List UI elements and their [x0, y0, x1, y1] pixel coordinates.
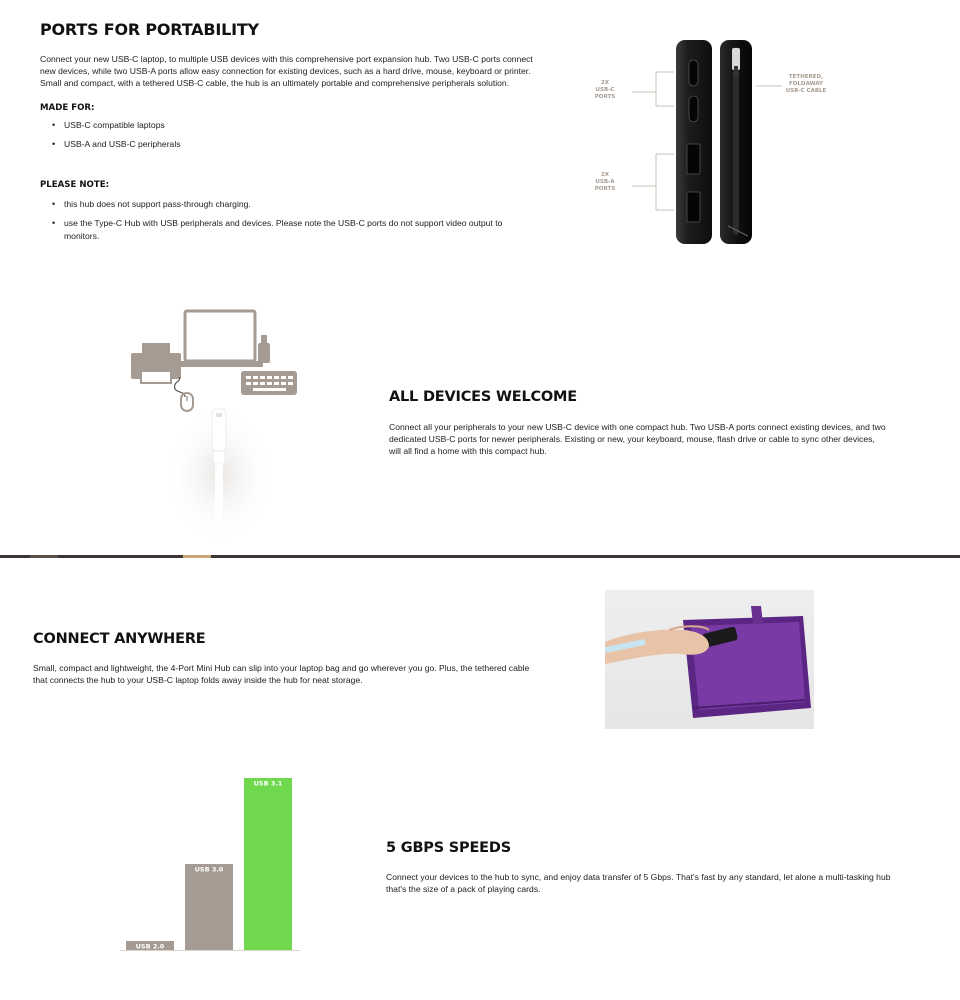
flash-drive-icon — [258, 335, 270, 363]
usb-speed-chart — [118, 772, 308, 957]
chart-bar — [244, 778, 292, 950]
devices-illustration — [125, 305, 305, 540]
section-ports-body: Connect your new USB-C laptop, to multiple USB devices with this comprehensive port expansion hub. Two USB-C ports connect new devices, while two USB-A ports allow easy connection for existing devices, such as a hard drive, mouse, keyboard or printer. Small and compact, with a tethered USB-C cable, the hub is an ultimately portable and comprehensive peripherals solution. — [40, 54, 533, 88]
section-speed-body: Connect your devices to the hub to sync, and enjoy data transfer of 5 Gbps. That's fast by any standard, let alone a multi-tasking hub that's the size of a pack of playing cards. — [386, 872, 891, 894]
made-for-list — [52, 119, 522, 157]
list-item: • this hub does not support pass-through charging. — [52, 198, 522, 211]
usb-c-port — [689, 96, 698, 122]
callout-usb-a-ports: 2X USB-A PORTS — [594, 172, 616, 192]
chart-bar-label: USB 3.0 — [194, 865, 224, 874]
mouse-icon — [175, 377, 193, 411]
usb-a-port — [687, 192, 700, 222]
section-connect-title: CONNECT ANYWHERE — [33, 631, 206, 647]
hub-illustration — [588, 36, 838, 248]
laptop-bag-photo — [605, 590, 814, 729]
section-speed-title: 5 GBPS SPEEDS — [386, 840, 511, 856]
usb-a-port — [687, 144, 700, 174]
divider-accent — [183, 555, 211, 558]
callout-tethered-cable: TETHERED, FOLDAWAY USB-C CABLE — [785, 74, 827, 94]
laptop-sleeve-image — [683, 606, 811, 718]
section-divider — [0, 555, 960, 558]
usb-c-port — [689, 60, 698, 86]
laptop-icon — [177, 311, 263, 367]
keyboard-icon — [241, 371, 297, 395]
section-devices-title: ALL DEVICES WELCOME — [389, 389, 577, 405]
list-item: • USB-A and USB-C peripherals — [52, 138, 522, 151]
divider-accent — [30, 555, 58, 558]
chart-bar-label: USB 2.0 — [135, 942, 165, 951]
printer-icon — [131, 343, 181, 383]
made-for-heading: MADE FOR: — [40, 103, 95, 113]
chart-bar — [185, 864, 233, 950]
please-note-heading: PLEASE NOTE: — [40, 180, 110, 190]
please-note-list — [52, 198, 522, 249]
hub-product-image — [588, 36, 838, 248]
list-item: • use the Type-C Hub with USB peripherals and devices. Please note the USB-C ports do not support video output to monitors. — [52, 217, 522, 243]
callout-usb-c-ports: 2X USB-C PORTS — [594, 80, 616, 100]
chart-bar-label: USB 3.1 — [253, 779, 283, 788]
usb-speed-chart-svg — [118, 772, 308, 957]
section-devices-body: Connect all your peripherals to your new USB-C device with one compact hub. Two USB-A ports connect existing devices, and two dedicated USB-C ports for newer peripherals. Existing or new, your keyboard, mouse, flash drive or cable to sync other devices, will all find a home with this compact hub. — [389, 422, 886, 456]
section-connect-body: Small, compact and lightweight, the 4-Port Mini Hub can slip into your laptop bag and go wherever you go. Plus, the tethered cable that connects the hub to your USB-C laptop folds away inside the hub for neat storage. — [33, 663, 530, 685]
list-item: • USB-C compatible laptops — [52, 119, 522, 132]
section-ports-title: PORTS FOR PORTABILITY — [40, 20, 259, 39]
